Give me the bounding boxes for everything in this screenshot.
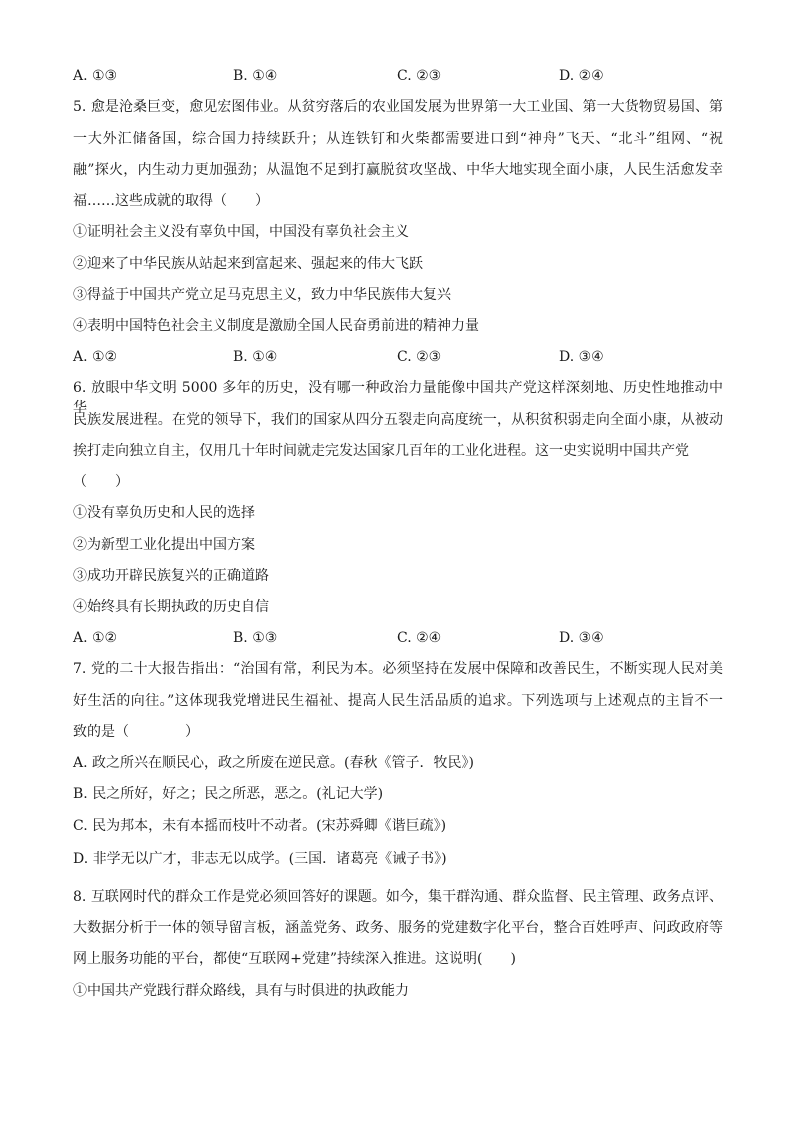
q7-option-b: B. 民之所好，好之；民之所恶，恶之。(礼记大学) — [73, 786, 384, 802]
q4-option-d: D. ②④ — [559, 68, 604, 84]
q5-option-d: D. ③④ — [559, 349, 604, 365]
q5-item-4: ④表明中国特色社会主义制度是激励全国人民奋勇前进的精神力量 — [73, 318, 479, 334]
q6-option-c: C. ②④ — [397, 630, 442, 646]
q7-stem-line: 好生活的向往。”这体现我党增进民生福祉、提高人民生活品质的追求。下列选项与上述观点的主旨不一 — [73, 693, 723, 709]
q8-stem-line: 8. 互联网时代的群众工作是党必须回答好的课题。如今，集干群沟通、群众监督、民主管理、政务点评、 — [73, 889, 723, 905]
q6-stem-line: 挨打走向独立自主，仅用几十年时间就走完发达国家几百年的工业化进程。这一史实说明中国共产党 — [73, 443, 689, 459]
q6-option-d: D. ③④ — [559, 630, 604, 646]
q6-stem-line: （ ） — [73, 474, 129, 490]
q6-item-3: ③成功开辟民族复兴的正确道路 — [73, 568, 269, 584]
q8-item-1: ①中国共产党践行群众路线，具有与时俱进的执政能力 — [73, 983, 409, 999]
q5-stem-line: 5. 愈是沧桑巨变，愈见宏图伟业。从贫穷落后的农业国发展为世界第一大工业国、第一大货物贸易国、第 — [73, 99, 723, 115]
q5-option-c: C. ②③ — [397, 349, 442, 365]
q8-stem-line: 大数据分析于一体的领导留言板，涵盖党务、政务、服务的党建数字化平台，整合百姓呼声、问政政府等 — [73, 920, 723, 936]
q5-item-3: ③得益于中国共产党立足马克思主义，致力中华民族伟大复兴 — [73, 287, 451, 303]
q8-stem-line: 网上服务功能的平台，都使“互联网+党建”持续深入推进。这说明( ) — [73, 951, 516, 967]
q7-option-a: A. 政之所兴在顺民心，政之所废在逆民意。(春秋《管子．牧民》) — [73, 755, 474, 771]
q5-option-b: B. ①④ — [233, 349, 278, 365]
q4-option-b: B. ①④ — [233, 68, 278, 84]
q6-item-4: ④始终具有长期执政的历史自信 — [73, 599, 269, 615]
q4-option-a: A. ①③ — [73, 68, 118, 84]
q4-option-c: C. ②③ — [397, 68, 442, 84]
q6-item-2: ②为新型工业化提出中国方案 — [73, 537, 255, 553]
q5-item-1: ①证明社会主义没有辜负中国，中国没有辜负社会主义 — [73, 224, 409, 240]
q5-stem-line: 一大外汇储备国，综合国力持续跃升；从连铁钉和火柴都需要进口到“神舟”飞天、“北斗”组网、“祝 — [73, 131, 723, 147]
q7-stem-line: 7. 党的二十大报告指出：“治国有常，利民为本。必须坚持在发展中保障和改善民生，不断实现人民对美 — [73, 661, 723, 677]
q7-option-d: D. 非学无以广才，非志无以成学。(三国．诸葛亮《诫子书》) — [73, 851, 447, 867]
q5-option-a: A. ①② — [73, 349, 118, 365]
q6-option-a: A. ①② — [73, 630, 118, 646]
q5-stem-line: 融”探火，内生动力更加强劲；从温饱不足到打赢脱贫攻坚战、中华大地实现全面小康，人民生活愈发幸 — [73, 162, 723, 178]
q6-item-1: ①没有辜负历史和人民的选择 — [73, 505, 255, 521]
q6-option-b: B. ①③ — [233, 630, 278, 646]
q6-stem-line: 6. 放眼中华文明 5000 多年的历史，没有哪一种政治力量能像中国共产党这样深刻地、历史性地推动中华 — [73, 380, 723, 416]
q7-option-c: C. 民为邦本，未有本摇而枝叶不动者。(宋苏舜卿《谐巨疏》) — [73, 818, 447, 834]
q6-stem-line: 民族发展进程。在党的领导下，我们的国家从四分五裂走向高度统一，从积贫积弱走向全面小康，从被动 — [73, 412, 723, 428]
q7-stem-line: 致的是（ ） — [73, 724, 199, 740]
q5-stem-line: 福……这些成就的取得（ ） — [73, 193, 269, 209]
q5-item-2: ②迎来了中华民族从站起来到富起来、强起来的伟大飞跃 — [73, 256, 423, 272]
